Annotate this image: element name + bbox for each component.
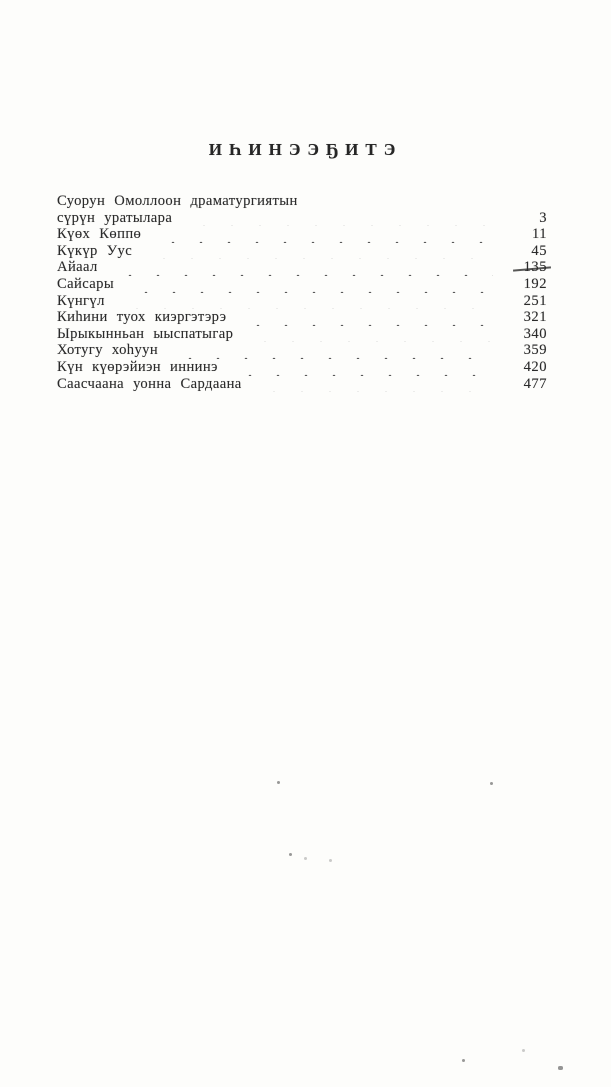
toc-entry-page-number: 321 <box>523 309 547 326</box>
scan-speck <box>522 1049 525 1052</box>
scan-speck <box>277 781 280 784</box>
toc-entry-page-number: 45 <box>531 242 547 259</box>
toc-row <box>57 359 547 376</box>
toc-entry-page-number: 420 <box>523 358 547 375</box>
dot-leader <box>128 276 493 293</box>
scan-speck <box>329 859 332 862</box>
toc-row <box>57 342 547 359</box>
toc-entry-title: Киһини туох киэргэтэрэ <box>57 309 227 326</box>
toc-entry-page-number: 340 <box>523 325 547 342</box>
toc-row <box>57 193 547 210</box>
toc-entry-page-number: 477 <box>523 375 547 392</box>
table-of-contents <box>57 193 547 392</box>
page-title: ИҺИНЭЭҔИТЭ <box>208 140 403 159</box>
toc-row <box>57 326 547 343</box>
toc-row <box>57 376 547 393</box>
toc-entry-title: Суорун Омоллоон драматургиятын <box>57 193 298 209</box>
dot-leader <box>240 309 493 326</box>
toc-row <box>57 293 547 310</box>
toc-entry-page-number: 3 <box>539 209 547 226</box>
toc-entry-title: Күөх Көппө <box>57 226 142 243</box>
toc-entry-title: Күкүр Уус <box>57 242 133 259</box>
dot-leader <box>256 376 493 393</box>
scan-speck <box>490 782 493 785</box>
toc-row <box>57 259 547 276</box>
scan-speck <box>304 857 307 860</box>
dot-leader <box>312 193 493 210</box>
toc-entry-title: Хотугу хоһуун <box>57 342 159 359</box>
scan-speck <box>289 853 292 856</box>
toc-entry-title: Күнгүл <box>57 292 105 309</box>
dot-leader <box>112 259 493 276</box>
toc-entry-page-number: 11 <box>531 226 547 243</box>
dot-leader <box>119 293 493 310</box>
toc-entry-title: Ырыкынньан ыыспатыгар <box>57 325 234 342</box>
toc-entry-title: Сайсары <box>57 275 115 292</box>
dot-leader <box>146 243 493 260</box>
toc-entry-page-number: 135 <box>501 259 547 276</box>
toc-row <box>57 226 547 243</box>
dot-leader <box>172 342 493 359</box>
toc-row <box>57 210 547 227</box>
dot-leader <box>232 359 493 376</box>
toc-row <box>57 276 547 293</box>
toc-entry-page-number: 359 <box>523 342 547 359</box>
scan-speck <box>558 1066 563 1070</box>
scan-speck <box>462 1059 465 1062</box>
dot-leader <box>155 226 493 243</box>
toc-entry-title: сүрүн уратылара <box>57 209 173 226</box>
dot-leader <box>247 326 493 343</box>
toc-entry-title: Айаал <box>57 259 98 276</box>
dot-leader <box>186 210 493 227</box>
toc-entry-title: Күн күөрэйиэн иннинэ <box>57 358 218 375</box>
toc-entry-page-number: 192 <box>523 275 547 292</box>
toc-entry-title: Саасчаана уонна Сардаана <box>57 375 242 392</box>
toc-row <box>57 309 547 326</box>
toc-entry-page-number: 251 <box>523 292 547 309</box>
toc-row <box>57 243 547 260</box>
